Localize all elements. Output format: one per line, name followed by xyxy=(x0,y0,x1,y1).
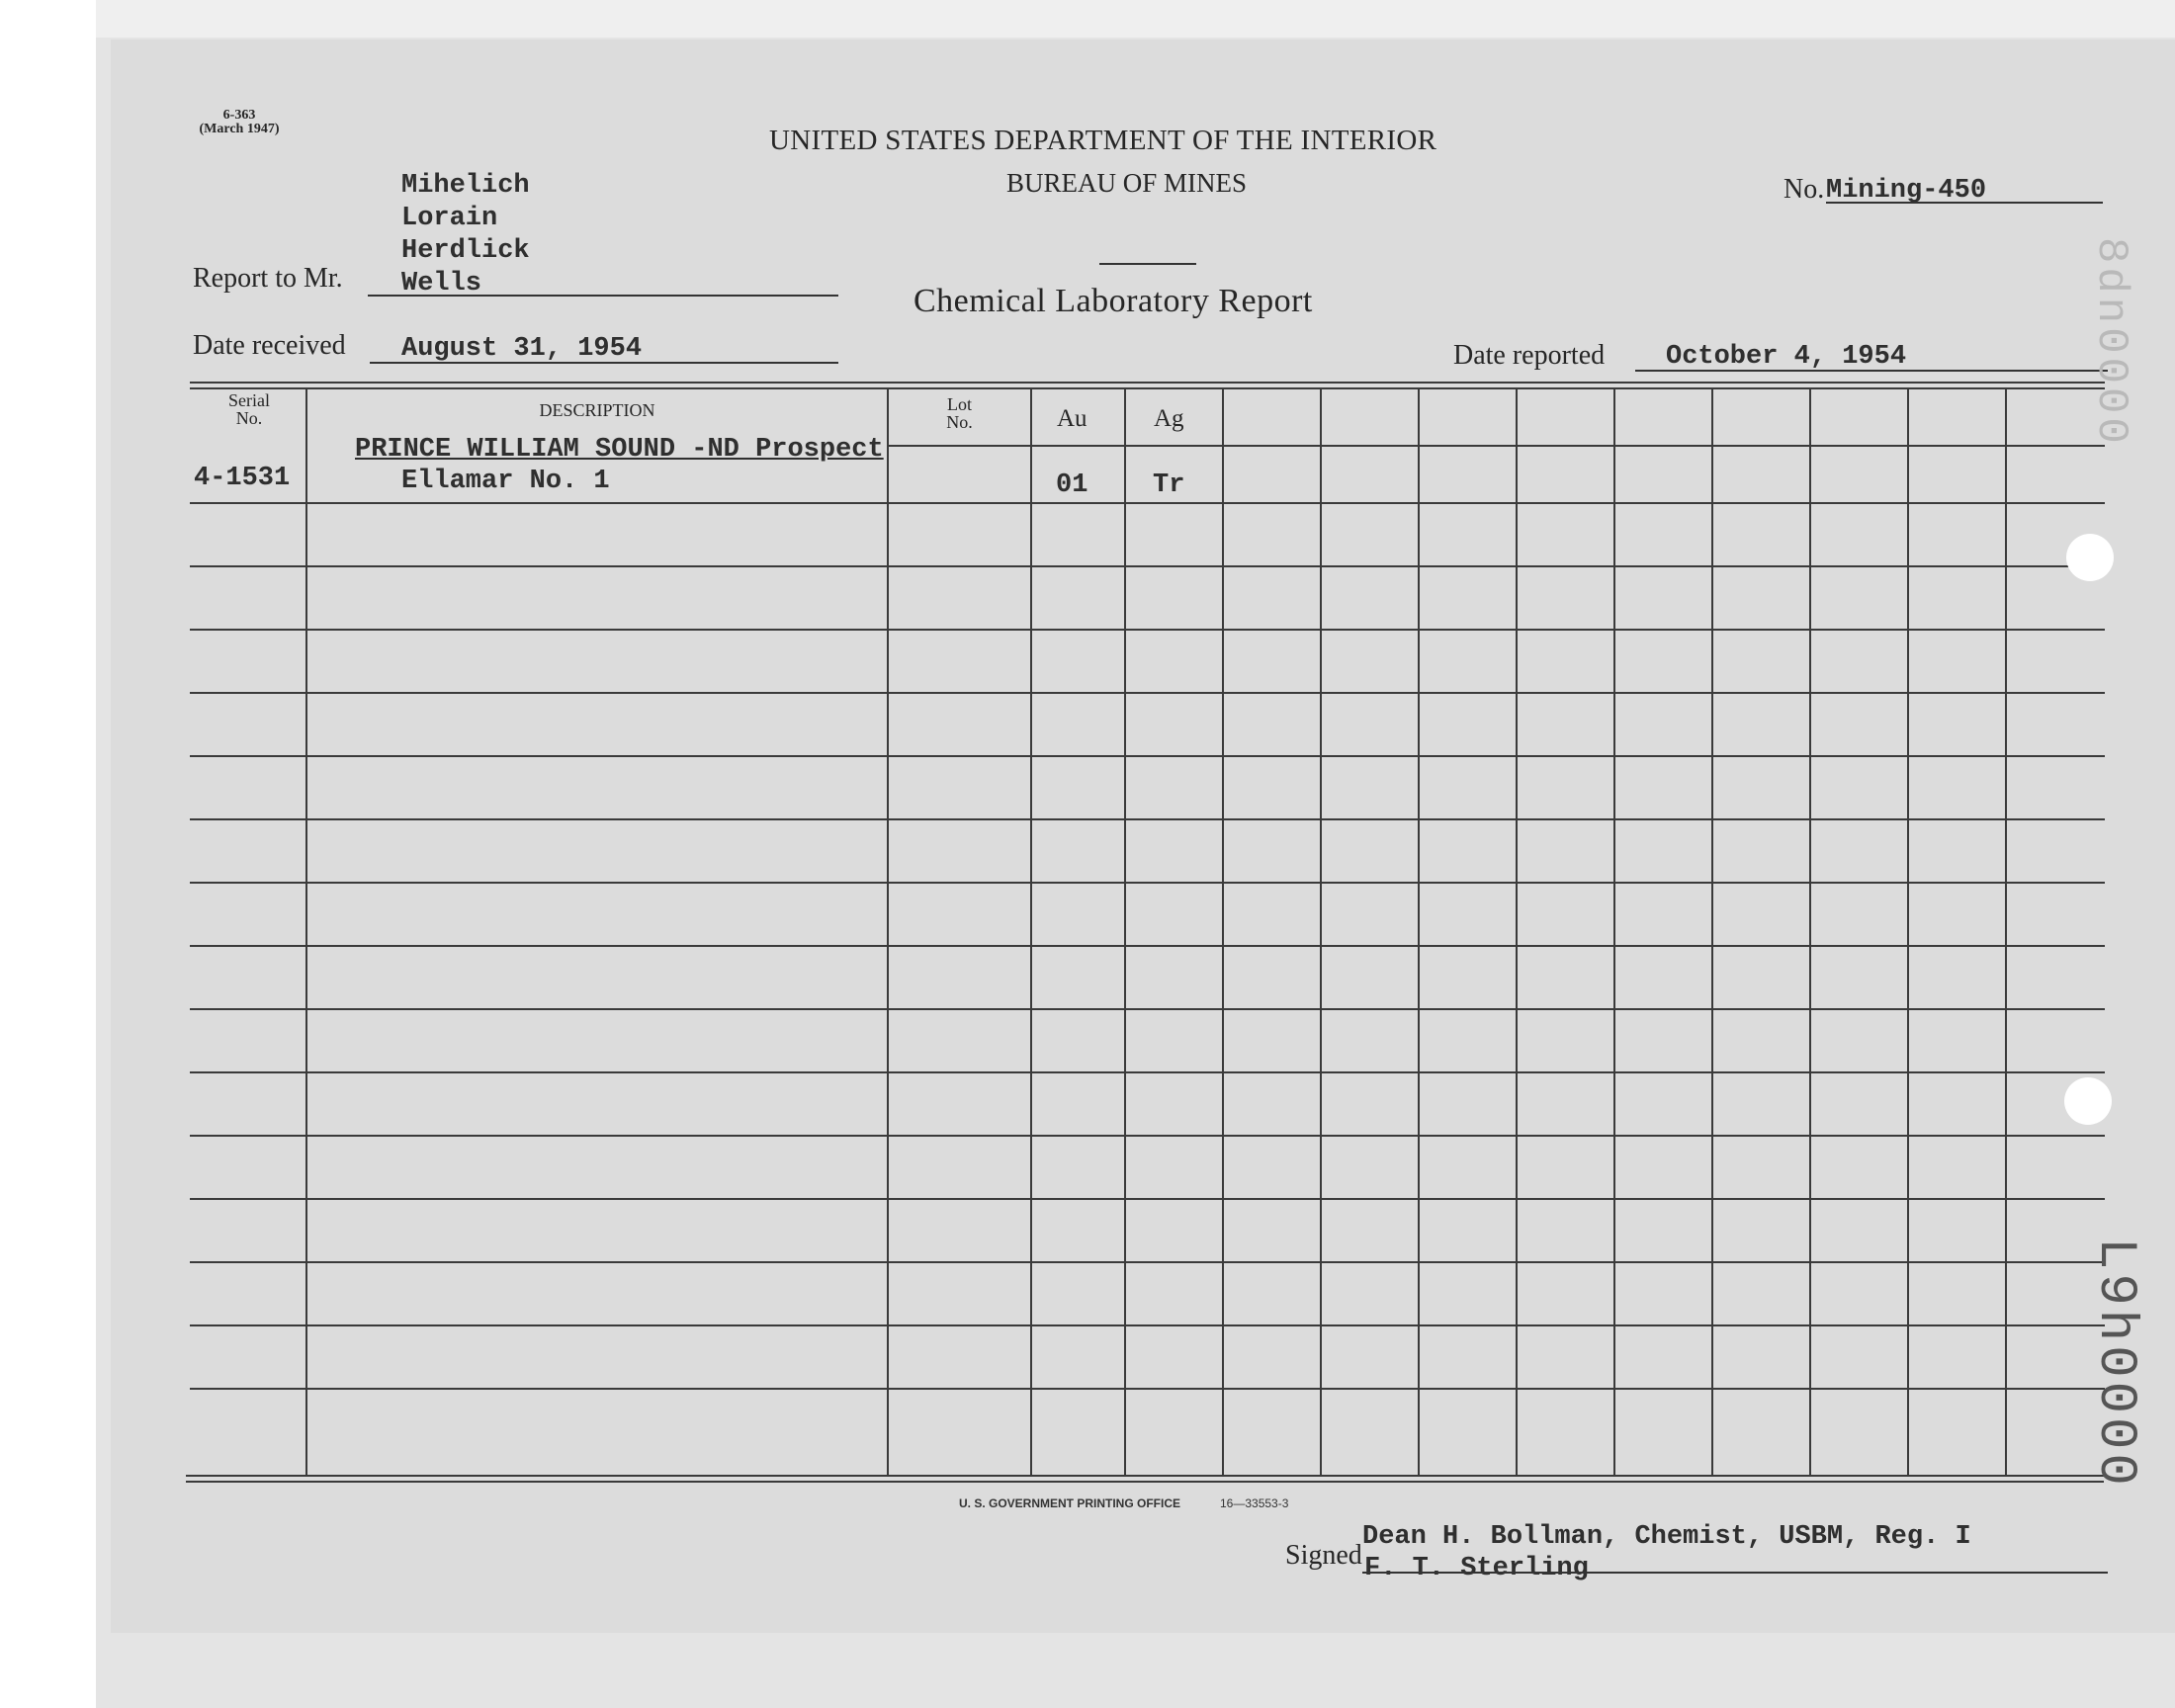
column-divider xyxy=(1124,387,1126,1475)
punch-hole xyxy=(2066,534,2114,581)
report-to-names xyxy=(401,170,530,300)
heading-divider xyxy=(1099,263,1196,265)
row-rule xyxy=(190,502,2105,504)
header-rule xyxy=(887,445,2105,447)
column-divider xyxy=(1418,387,1420,1475)
row-rule xyxy=(190,818,2105,820)
table-top-rule xyxy=(190,387,2105,389)
column-divider xyxy=(1222,387,1224,1475)
scan-margin xyxy=(0,0,96,1708)
column-divider xyxy=(1613,387,1615,1475)
au-cell: 01 xyxy=(1056,470,1088,500)
serial-header xyxy=(195,391,304,427)
description-header: DESCRIPTION xyxy=(539,400,655,420)
row-rule xyxy=(190,565,2105,567)
column-divider xyxy=(1516,387,1518,1475)
au-header: Au xyxy=(1057,405,1088,432)
row-rule xyxy=(190,1071,2105,1073)
row-rule xyxy=(190,755,2105,757)
bureau-heading: BUREAU OF MINES xyxy=(1006,168,1248,198)
report-to-name: Wells xyxy=(401,269,482,299)
serial-header-line1: Serial xyxy=(228,390,270,410)
date-reported-underline xyxy=(1635,370,2108,372)
report-to-name: Herdlick xyxy=(401,236,530,266)
column-divider xyxy=(2005,387,2007,1475)
serial-cell: 4-1531 xyxy=(194,464,291,493)
table-bottom-rule xyxy=(186,1481,2104,1483)
column-divider xyxy=(1030,387,1032,1475)
column-divider xyxy=(1809,387,1811,1475)
date-received-underline xyxy=(370,362,838,364)
row-rule xyxy=(190,1261,2105,1263)
description-cell-line1: PRINCE WILLIAM SOUND -ND Prospect xyxy=(355,435,884,465)
report-sheet xyxy=(111,40,2175,1633)
report-to-label: Report to Mr. xyxy=(193,263,343,294)
report-to-name: Mihelich xyxy=(401,171,530,201)
signer-line2: F. T. Sterling xyxy=(1364,1554,1589,1583)
report-number: Mining-450 xyxy=(1826,176,1987,206)
date-received-value: August 31, 1954 xyxy=(401,334,643,364)
row-rule xyxy=(190,945,2105,947)
form-number: 6-363 xyxy=(222,108,256,123)
scan-top-margin xyxy=(96,0,2175,40)
signed-label: Signed xyxy=(1285,1540,1362,1571)
column-divider xyxy=(1320,387,1322,1475)
signature-underline xyxy=(1362,1572,2108,1574)
printing-code: 16—33553-3 xyxy=(1220,1496,1289,1510)
lot-header xyxy=(889,395,1030,431)
number-label: No. xyxy=(1784,174,1825,205)
form-id xyxy=(180,109,299,136)
row-rule xyxy=(190,1008,2105,1010)
date-reported-value: October 4, 1954 xyxy=(1666,342,1907,372)
report-to-underline xyxy=(368,295,838,297)
report-title: Chemical Laboratory Report xyxy=(914,283,1313,319)
lot-header-line1: Lot xyxy=(947,394,972,414)
table-top-rule xyxy=(190,382,2105,384)
row-rule xyxy=(190,629,2105,631)
row-rule xyxy=(190,882,2105,884)
faint-stamp-number: 8dn0000 xyxy=(2086,237,2135,448)
row-rule xyxy=(190,1324,2105,1326)
punch-hole xyxy=(2064,1077,2112,1125)
report-to-name: Lorain xyxy=(401,204,498,233)
number-underline xyxy=(1826,202,2103,204)
column-divider xyxy=(1907,387,1909,1475)
ag-header: Ag xyxy=(1154,405,1184,432)
form-date: (March 1947) xyxy=(199,122,280,136)
description-cell-line2: Ellamar No. 1 xyxy=(401,467,610,496)
printing-office: U. S. GOVERNMENT PRINTING OFFICE xyxy=(959,1496,1181,1510)
column-divider xyxy=(1711,387,1713,1475)
date-received-label: Date received xyxy=(193,330,346,361)
row-rule xyxy=(190,692,2105,694)
row-rule xyxy=(190,1135,2105,1137)
ag-cell: Tr xyxy=(1153,470,1185,500)
table-bottom-rule xyxy=(186,1475,2104,1477)
row-rule xyxy=(190,1388,2105,1390)
page-stamp-number: L9h0000 xyxy=(2085,1238,2145,1490)
department-heading: UNITED STATES DEPARTMENT OF THE INTERIOR xyxy=(769,125,1437,156)
serial-header-line2: No. xyxy=(235,408,263,428)
date-reported-label: Date reported xyxy=(1453,340,1606,371)
lot-header-line2: No. xyxy=(946,412,973,432)
column-divider xyxy=(887,387,889,1475)
signer-line1: Dean H. Bollman, Chemist, USBM, Reg. I xyxy=(1362,1522,1971,1552)
column-divider xyxy=(305,387,307,1475)
row-rule xyxy=(190,1198,2105,1200)
